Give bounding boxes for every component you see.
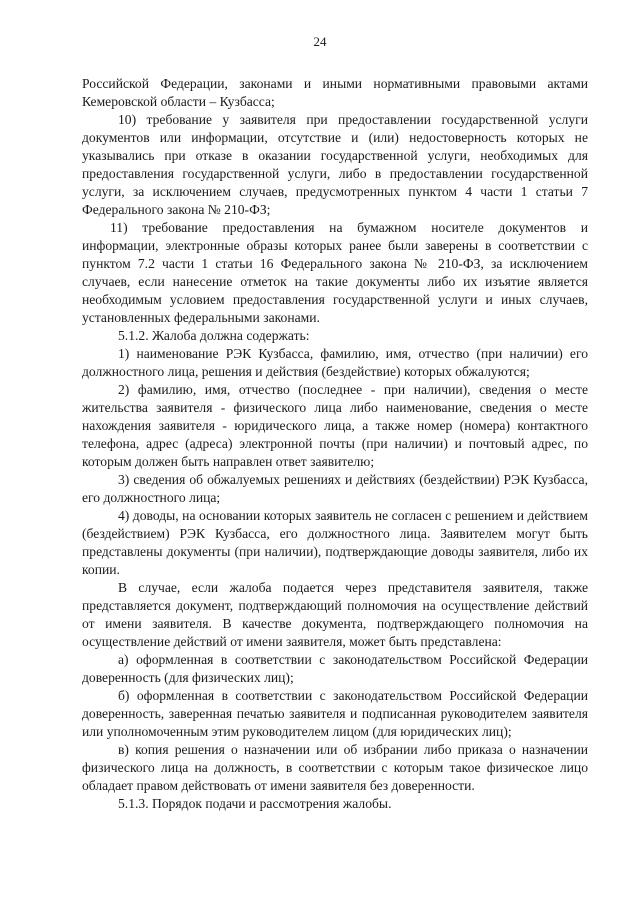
paragraph-complaint-item-1: 1) наименование РЭК Кузбасса, фамилию, имя, отчество (при наличии) его должностного лица, решения и действия (бездействие) которых обжалуются; [82, 346, 588, 379]
paragraph-option-c: в) копия решения о назначении или об избрании либо приказа о назначении физического лица на должность, в соответствии с которым такое физическое лицо обладает правом действовать от имени заявителя без доверенности. [82, 742, 588, 793]
page-number: 24 [313, 34, 327, 49]
paragraph-option-a: а) оформленная в соответствии с законодательством Российской Федерации доверенность (для физических лиц); [82, 652, 588, 685]
document-body [82, 75, 588, 813]
section-heading-5-1-3: 5.1.3. Порядок подачи и рассмотрения жалобы. [118, 796, 392, 811]
paragraph-continuation: Российской Федерации, законами и иными нормативными правовыми актами Кемеровской области – Кузбасса; [82, 76, 588, 109]
paragraph-representative: В случае, если жалоба подается через представителя заявителя, также представляется документ, подтверждающий полномочия на осуществление действий от имени заявителя. В качестве документа, подтверждающего полномочия на осуществление действий от имени заявителя, может быть представлена: [82, 580, 588, 649]
paragraph-item-11: 11) требование предоставления на бумажном носителе документов и информации, электронные образы которых ранее были заверены в соответствии с пунктом 7.2 части 1 статьи 16 Федерального закона № 210-ФЗ, за исключением случаев, если нанесение отметок на такие документы либо их изъятие является необходимым условием предоставления государственной услуги и иных случаев, установленных федеральными законами. [82, 220, 588, 325]
paragraph-option-b: б) оформленная в соответствии с законодательством Российской Федерации доверенность, заверенная печатью заявителя и подписанная руководителем заявителя или уполномоченным этим руководителем лицом (для юридических лиц); [82, 688, 588, 739]
paragraph-complaint-item-4: 4) доводы, на основании которых заявитель не согласен с решением и действием (бездействием) РЭК Кузбасса, его должностного лица. Заявителем могут быть представлены документы (при наличии), подтверждающие доводы заявителя, либо их копии. [82, 508, 588, 577]
paragraph-complaint-item-2: 2) фамилию, имя, отчество (последнее - при наличии), сведения о месте жительства заявителя - физического лица либо наименование, сведения о месте нахождения заявителя - юридического лица, а также номер (номера) контактного телефона, адрес (адреса) электронной почты (при наличии) и почтовый адрес, по которым должен быть направлен ответ заявителю; [82, 382, 588, 469]
section-heading-5-1-2: 5.1.2. Жалоба должна содержать: [118, 328, 310, 343]
paragraph-complaint-item-3: 3) сведения об обжалуемых решениях и действиях (бездействии) РЭК Кузбасса, его должностного лица; [82, 472, 588, 505]
paragraph-item-10: 10) требование у заявителя при предоставлении государственной услуги документов или информации, отсутствие и (или) недостоверность которых не указывались при отказе в оказании государственной услуги, необходимых для предоставления государственной услуги, либо в предоставлении государственной услуги, за исключением случаев, предусмотренных пунктом 4 части 1 статьи 7 Федерального закона № 210-ФЗ; [82, 112, 588, 217]
